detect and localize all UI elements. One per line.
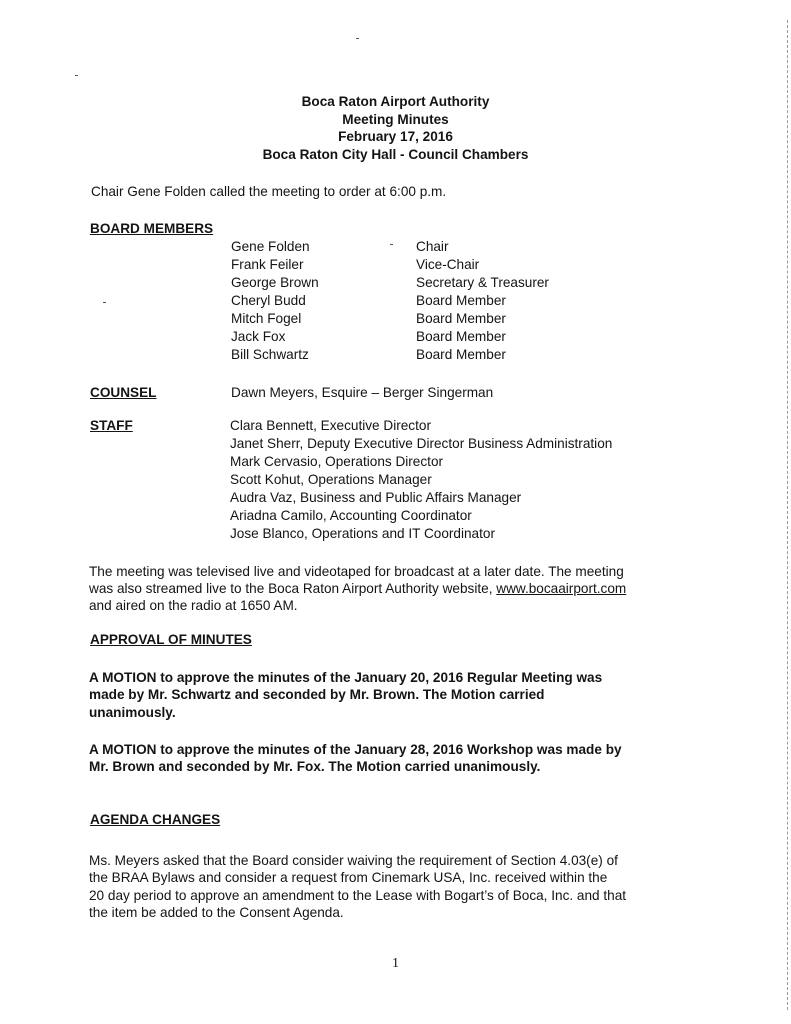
broadcast-line: The meeting was televised live and videotaped for broadcast at a later date. The meeting — [89, 564, 624, 579]
agenda-line: the item be added to the Consent Agenda. — [89, 905, 344, 921]
member-name: Frank Feiler — [231, 257, 304, 272]
staff-member: Jose Blanco, Operations and IT Coordinator — [230, 526, 495, 541]
broadcast-line — [89, 580, 701, 597]
staff-member: Mark Cervasio, Operations Director — [230, 454, 444, 469]
scan-speck — [75, 75, 78, 76]
page-number: 1 — [392, 956, 399, 971]
member-role: Board Member — [416, 293, 506, 308]
member-name: Jack Fox — [231, 329, 286, 344]
motion-line: unanimously. — [89, 704, 176, 720]
agenda-heading: AGENDA CHANGES — [90, 812, 221, 827]
agenda-line: 20 day period to approve an amendment to the Lease with Bogart’s of Boca, Inc. and that — [89, 887, 627, 903]
staff-member: Scott Kohut, Operations Manager — [230, 472, 432, 487]
member-role: Vice-Chair — [416, 257, 480, 272]
agenda-line: Ms. Meyers asked that the Board consider waiving the requirement of Section 4.03(e) of — [89, 853, 618, 868]
broadcast-line: and aired on the radio at 1650 AM. — [89, 598, 298, 613]
member-role: Board Member — [416, 347, 506, 362]
call-to-order: Chair Gene Folden called the meeting to order at 6:00 p.m. — [91, 184, 447, 199]
member-name: Gene Folden — [231, 239, 310, 254]
member-name: Mitch Fogel — [231, 311, 302, 326]
broadcast-text: was also streamed live to the Boca Raton Airport Authority website, — [89, 581, 497, 596]
member-role: Board Member — [416, 329, 506, 344]
motion-paragraph — [89, 741, 701, 776]
staff-member: Ariadna Camilo, Accounting Coordinator — [230, 508, 472, 523]
motion-paragraph — [89, 669, 701, 721]
member-role: Chair — [416, 239, 449, 254]
scan-edge-line — [787, 20, 788, 1010]
board-members-heading: BOARD MEMBERS — [90, 221, 214, 236]
member-role: Board Member — [416, 311, 506, 326]
staff-member: Audra Vaz, Business and Public Affairs Manager — [230, 490, 522, 505]
meeting-date: February 17, 2016 — [338, 129, 453, 145]
organization-name: Boca Raton Airport Authority — [301, 94, 490, 109]
scan-speck — [356, 38, 359, 39]
staff-member: Clara Bennett, Executive Director — [230, 418, 431, 433]
document-type: Meeting Minutes — [342, 111, 449, 127]
scan-speck — [103, 302, 106, 303]
motion-line: A MOTION to approve the minutes of the January 20, 2016 Regular Meeting was — [89, 670, 603, 685]
agenda-paragraph — [89, 852, 701, 922]
meeting-location: Boca Raton City Hall - Council Chambers — [262, 146, 529, 162]
approval-heading: APPROVAL OF MINUTES — [90, 632, 252, 647]
scan-speck — [390, 244, 393, 245]
member-name: George Brown — [231, 275, 319, 290]
motion-line: A MOTION to approve the minutes of the January 28, 2016 Workshop was made by — [89, 742, 622, 757]
member-name: Cheryl Budd — [231, 293, 306, 308]
member-role: Secretary & Treasurer — [416, 275, 549, 290]
document-header — [0, 93, 791, 163]
member-name: Bill Schwartz — [231, 347, 309, 362]
website-link[interactable]: www.bocaairport.com — [496, 581, 627, 596]
staff-heading: STAFF — [90, 418, 133, 433]
counsel-name: Dawn Meyers, Esquire – Berger Singerman — [231, 385, 494, 400]
motion-line: Mr. Brown and seconded by Mr. Fox. The Motion carried unanimously. — [89, 759, 541, 775]
agenda-line: the BRAA Bylaws and consider a request from Cinemark USA, Inc. received within the — [89, 870, 608, 886]
motion-line: made by Mr. Schwartz and seconded by Mr. Brown. The Motion carried — [89, 687, 545, 703]
staff-member: Janet Sherr, Deputy Executive Director Business Administration — [230, 436, 613, 451]
counsel-heading: COUNSEL — [90, 385, 157, 400]
